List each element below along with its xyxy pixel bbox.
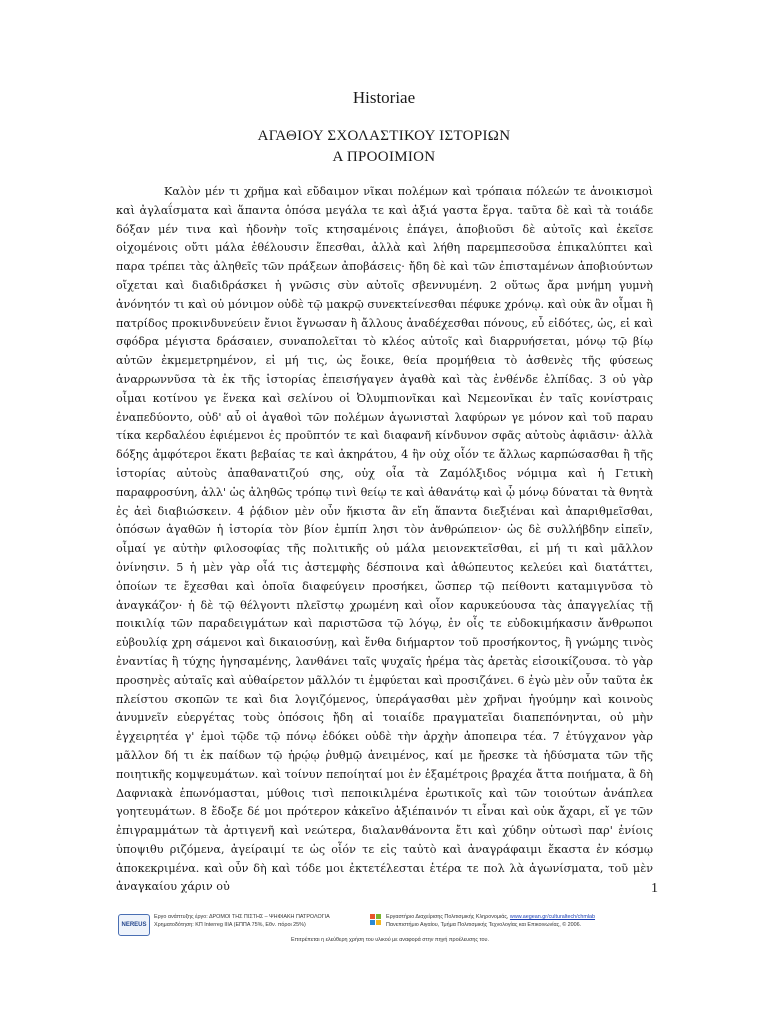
footer-university-line: Πανεπιστήμιο Αιγαίου, Τμήμα Πολιτισμικής Τεχνολογίας και Επικοινωνίας, © 2006. <box>386 922 582 928</box>
lab-logo-icon <box>370 914 382 926</box>
footer-project-line: Εργο ανάπτυξης έργο: ΔΡΟΜΟΙ ΤΗΣ ΠΙΣΤΗΣ – ΨΗΦΙΑΚΗ ΠΑΤΡΟΛΟΓΙΑ <box>154 914 330 920</box>
body-paragraph: Καλὸν μέν τι χρῆμα καὶ εὔδαιμον νῖκαι πολέμων καὶ τρόπαια πόλεών τε ἀνοικισμοὶ καὶ ἀγλαΐσματα καὶ ἅπαντα ὁπόσα μεγάλα τε καὶ ἀξιά γαστα ἔργα. ταῦτα δὲ καὶ τὰ τοιάδε δόξαν μέν τινα καὶ ἡδονὴν τοῖς κτησαμένοις ἐπάγει, ἀποβιοῦσι δὲ αὐτοῖς καὶ ἐκεῖσε οἰχομένοις οὔτι μάλα ἐθέλουσιν ἕπεσθαι, ἀλλὰ καὶ λήθη παρεμπεσοῦσα ἐπικαλύπτει καὶ παρα τρέπει τὰς ἀληθεῖς τῶν πράξεων ἀποβάσεις· ἤδη δὲ καὶ τῶν ἐπισταμένων ἀποβιούντων οἴχεται καὶ διαδιδράσκει ἡ γνῶσις σὺν αὐτοῖς σβεννυμένη. 2 οὕτως ἄρα μνήμη γυμνὴ ἀνόνητόν τι καὶ οὐ μόνιμον οὐδὲ τῷ μακρῷ συνεκτείνεσθαι πέφυκε χρόνῳ. καὶ οὐκ ἂν οἶμαι ἢ πατρίδος προκινδυνεύειν ἔνιοι ἔγνωσαν ἢ ἄλλους ἀναδέχεσθαι πόνους, εὖ εἰδότες, ὡς, εἰ καὶ σφόδρα μέγιστα δράσαιεν, συναπολεῖται τὸ κλέος αὐτοῖς καὶ διαρρυήσεται, μόνῳ τῷ βίῳ αὐτῶν ἐκμεμετρημένον, εἰ μή τις, ὡς ἔοικε, θεία προμήθεια τὸ ἀσθενὲς τῆς φύσεως ἀναρρωννῦσα τὰ ἐκ τῆς ἱστορίας ἐπεισήγαγεν ἀγαθὰ καὶ τὰς ἐνθένδε ἐλπίδας. 3 οὐ γὰρ οἶμαι κοτίνου γε ἕνεκα καὶ σελίνου οἱ Ὀλυμπιονῖκαι καὶ Νεμεονῖκαι ἐν ταῖς κονίστραις ἐναπεδύοντο, οὐδ' αὖ οἱ ἀγαθοὶ τῶν πολέμων ἀγωνισταὶ λαφύρων γε μόνον καὶ τοῦ παραυ τίκα κερδαλέου ἐφιέμενοι ἐς προῦπτόν τε καὶ διαφανῆ κίνδυνον σφᾶς αὐτοὺς ἀφιᾶσιν· ἀλλὰ δόξης ἀμφότεροι ἕκατι βεβαίας τε καὶ ἀκηράτου, 4 ἣν οὐχ οἷόν τε ἄλλως καρπώσασθαι ἢ τῆς ἱστορίας αὐτοὺς ἀπαθανατιζού σης, οὐχ οἷα τὰ Ζαμόλξιδος νόμιμα καὶ ἡ Γετικὴ παραφροσύνη, ἀλλ' ὡς ἀληθῶς τρόπῳ τινὶ θείῳ τε καὶ ἀθανάτῳ καὶ ᾧ μόνῳ δύναται τὰ θνητὰ ἐς ἀεὶ διαβιώσκειν. 4 ῥᾴδιον μὲν οὖν ἥκιστα ἂν εἴη ἅπαντα διεξιέναι καὶ ἀπαριθμεῖσθαι, ὁπόσων ἀγαθῶν ἡ ἱστορία τὸν βίον ἐμπίπ λησι τὸν ἀνθρώπειον· ὡς δὲ συλλήβδην εἰπεῖν, οἶμαί γε αὐτὴν φιλοσοφίας τῆς πολιτικῆς οὐ μάλα μειονεκτεῖσθαι, εἰ μή τι καὶ μᾶλλον ὀνίνησιν. 5 ἡ μὲν γὰρ οἷά τις ἀστεμφὴς δέσποινα καὶ ἀθώπευτος κελεύει καὶ διατάττει, ὁποίων τε ἔχεσθαι καὶ ὁποῖα διαφεύγειν προσήκει, ὥσπερ τῷ πείθοντι καταμιγνῦσα τὸ ἀναγκάζον· ἡ δὲ τῷ θέλγοντι πλεῖστῳ χρωμένη καὶ οἷον καρυκεύουσα τὰς ἀπαγγελίας τῇ ποικιλίᾳ τῶν παραδειγμάτων καὶ παριστῶσα τῷ λόγῳ, ἐν οἷς τε εὐδοκιμήκασιν ἄνθρωποι εὐβουλίᾳ χρη σάμενοι καὶ δικαιοσύνῃ, καὶ ἔνθα διήμαρτον τοῦ προσήκοντος, ἢ γνώμης τινὸς ἐναντίας ἢ τύχης ἡγησαμένης, λανθάνει ταῖς ψυχαῖς ἠρέμα τὰς ἀρετὰς εἰσοικίζουσα. τὸ γὰρ προσηνὲς αὐταῖς καὶ αὐθαίρετον μᾶλλόν τι ἐμφύεται καὶ προσιζάνει. 6 ἐγὼ μὲν οὖν ταῦτα ἐκ πλείστου σκοπῶν τε καὶ δια λογιζόμενος, ὑπεράγασθαι μὲν χρῆναι ἡγούμην καὶ κοινοὺς ἀνυμνεῖν εὐεργέτας τοὺς ὁπόσοις ἤδη αἱ τοιαίδε πραγματεῖαι διαπεπόνηνται, οὐ μὴν ἐγχειρητέα γ' ἐμοὶ τῷδε τῷ πόνῳ ἐδόκει οὐδὲ τὴν ἀρχὴν ἀποπειρα τέα. 7 ἐτύγχανον γὰρ μᾶλλον δή τι ἐκ παίδων τῷ ἡρῴῳ ῥυθμῷ ἀνειμένος, καί με ἤρεσκε τὰ ἡδύσματα τῶν τῆς ποιητικῆς κομψευμάτων. καὶ τοίνυν πεποίηταί μοι ἐν ἑξαμέτροις βραχέα ἄττα ποιήματα, ἃ δὴ Δαφνιακὰ ἐπωνόμασται, μύθοις τισὶ πεποικιλμένα ἐρωτικοῖς καὶ τῶν τοιούτων ἀνάπλεα γοητευμάτων. 8 ἔδοξε δέ μοι πρότερον κἀκεῖνο ἀξιέπαινόν τι εἶναι καὶ οὐκ ἄχαρι, εἴ γε τῶν ἐπιγραμμάτων τὰ ἀρτιγενῆ καὶ νεώτερα, διαλανθάνοντα ἔτι καὶ χύδην οὑτωσὶ παρ' ἐνίοις ὑποψιθυ ριζόμενα, ἀγείραιμί τε ὡς οἷόν τε εἰς ταὐτὸ καὶ ἀναγράφαιμι ἕκαστα ἐν κόσμῳ ἀποκεκριμένα. καὶ οὖν δὴ καὶ τόδε μοι ἐκτετέλεσται ἑτέρα τε πολ λὰ ἀγωνίσματα, τοῦ μὲν ἀναγκαίου χάριν οὐ <box>116 185 653 894</box>
footer-lab-link[interactable]: www.aegean.gr/culturaltech/chmlab <box>509 914 596 920</box>
footer-funding-line: Χρηματοδότηση: ΚΠ Interreg IIIA (ΕΠΠΑ 75%, Εθν. πόροι 25%) <box>154 922 306 928</box>
footer-lab-text: Εργαστήριο Διαχείρισης Πολιτισμικής Κληρονομιάς, <box>386 914 510 920</box>
document-title: Historiae <box>352 88 416 107</box>
footer-project-info <box>154 913 364 929</box>
work-heading: ΑΓΑΘΙΟΥ ΣΧΟΛΑΣΤΙΚΟΥ ΙΣΤΟΡΙΩΝ <box>257 128 511 144</box>
page-number: 1 <box>651 881 658 896</box>
section-heading: Α ΠΡΟΟΙΜΙΟΝ <box>332 149 436 165</box>
footer-lab-info <box>386 913 676 929</box>
footer-license-line: Επιτρέπεται η ελεύθερη χρήση του υλικού με αναφορά στην πηγή προέλευσης του. <box>291 937 489 943</box>
footer <box>110 912 670 952</box>
footer-lab-line <box>386 913 676 921</box>
nereus-logo: NEREUS <box>118 914 150 936</box>
